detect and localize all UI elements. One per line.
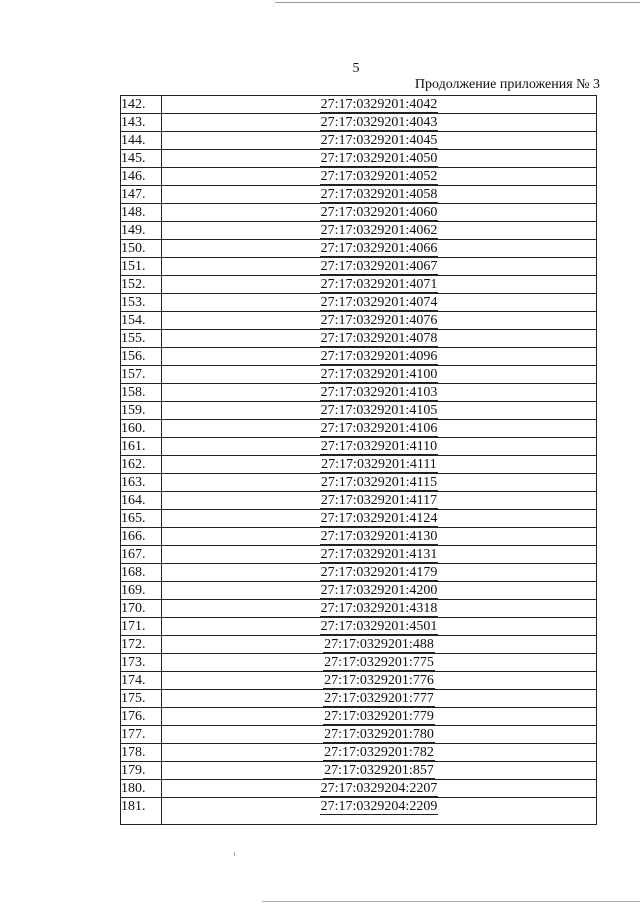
cadastral-number: 27:17:0329201:488 — [324, 637, 434, 652]
cadastral-number-cell — [162, 528, 597, 546]
table-row — [121, 564, 597, 582]
table-row — [121, 798, 597, 825]
cadastral-number-cell — [162, 798, 597, 825]
cadastral-number-cell — [162, 744, 597, 762]
row-number: 170. — [121, 600, 162, 618]
table-row — [121, 582, 597, 600]
cadastral-number-cell — [162, 600, 597, 618]
table-row — [121, 654, 597, 672]
cadastral-number: 27:17:0329201:4096 — [320, 349, 438, 364]
cadastral-number-cell — [162, 492, 597, 510]
row-number: 144. — [121, 132, 162, 150]
cadastral-number: 27:17:0329201:4103 — [320, 385, 438, 400]
cadastral-number: 27:17:0329201:4106 — [320, 421, 438, 436]
row-number: 160. — [121, 420, 162, 438]
cadastral-number-cell — [162, 204, 597, 222]
cadastral-number: 27:17:0329201:4042 — [320, 97, 438, 112]
top-scan-line — [275, 2, 640, 3]
cadastral-number-cell — [162, 690, 597, 708]
cadastral-number-cell — [162, 114, 597, 132]
cadastral-number-cell — [162, 672, 597, 690]
row-number: 143. — [121, 114, 162, 132]
table-row — [121, 456, 597, 474]
row-number: 150. — [121, 240, 162, 258]
row-number: 180. — [121, 780, 162, 798]
table-row — [121, 510, 597, 528]
table-row — [121, 672, 597, 690]
cadastral-number-cell — [162, 258, 597, 276]
cadastral-number: 27:17:0329201:4045 — [320, 133, 438, 148]
table-row — [121, 240, 597, 258]
cadastral-number: 27:17:0329204:2207 — [320, 781, 438, 796]
bottom-scan-line — [262, 901, 640, 902]
table-row — [121, 258, 597, 276]
row-number: 167. — [121, 546, 162, 564]
row-number: 181. — [121, 798, 162, 825]
row-number: 154. — [121, 312, 162, 330]
cadastral-table — [120, 95, 597, 825]
row-number: 151. — [121, 258, 162, 276]
table-row — [121, 204, 597, 222]
row-number: 173. — [121, 654, 162, 672]
table-row — [121, 276, 597, 294]
row-number: 165. — [121, 510, 162, 528]
cadastral-number-cell — [162, 240, 597, 258]
table-row — [121, 348, 597, 366]
cadastral-number-cell — [162, 438, 597, 456]
cadastral-number: 27:17:0329201:4179 — [320, 565, 438, 580]
row-number: 174. — [121, 672, 162, 690]
cadastral-number-cell — [162, 168, 597, 186]
table-row — [121, 150, 597, 168]
row-number: 163. — [121, 474, 162, 492]
table-row — [121, 96, 597, 114]
table-row — [121, 132, 597, 150]
cadastral-number-cell — [162, 384, 597, 402]
cadastral-number-cell — [162, 726, 597, 744]
table-row — [121, 186, 597, 204]
cadastral-number: 27:17:0329201:776 — [324, 673, 434, 688]
cadastral-number-cell — [162, 150, 597, 168]
row-number: 153. — [121, 294, 162, 312]
table-row — [121, 546, 597, 564]
table-row — [121, 528, 597, 546]
cadastral-number-cell — [162, 366, 597, 384]
cadastral-number: 27:17:0329201:4124 — [320, 511, 438, 526]
page-number: 5 — [352, 61, 360, 76]
cadastral-number: 27:17:0329201:4130 — [320, 529, 438, 544]
cadastral-number: 27:17:0329201:4110 — [320, 439, 438, 454]
cadastral-number-cell — [162, 780, 597, 798]
cadastral-number-cell — [162, 564, 597, 582]
row-number: 161. — [121, 438, 162, 456]
cadastral-number-cell — [162, 186, 597, 204]
table-row — [121, 438, 597, 456]
row-number: 156. — [121, 348, 162, 366]
row-number: 162. — [121, 456, 162, 474]
cadastral-number: 27:17:0329201:775 — [324, 655, 434, 670]
table-row — [121, 168, 597, 186]
row-number: 157. — [121, 366, 162, 384]
appendix-caption: Продолжение приложения № 3 — [414, 77, 600, 92]
cadastral-number: 27:17:0329201:4058 — [320, 187, 438, 202]
cadastral-number-cell — [162, 636, 597, 654]
row-number: 158. — [121, 384, 162, 402]
row-number: 166. — [121, 528, 162, 546]
cadastral-number-cell — [162, 330, 597, 348]
cadastral-number-cell — [162, 510, 597, 528]
cadastral-number-cell — [162, 132, 597, 150]
row-number: 177. — [121, 726, 162, 744]
table-row — [121, 708, 597, 726]
cadastral-number: 27:17:0329201:857 — [324, 763, 434, 778]
cadastral-number-cell — [162, 546, 597, 564]
row-number: 149. — [121, 222, 162, 240]
table-row — [121, 744, 597, 762]
cadastral-number: 27:17:0329201:4067 — [320, 259, 438, 274]
cadastral-number-cell — [162, 294, 597, 312]
table-row — [121, 294, 597, 312]
cadastral-number: 27:17:0329201:4105 — [320, 403, 438, 418]
cadastral-number: 27:17:0329201:4501 — [320, 619, 438, 634]
cadastral-number: 27:17:0329201:782 — [324, 745, 434, 760]
row-number: 169. — [121, 582, 162, 600]
cadastral-number: 27:17:0329201:4131 — [320, 547, 438, 562]
scan-mark — [234, 852, 235, 856]
cadastral-number-cell — [162, 618, 597, 636]
table-row — [121, 312, 597, 330]
row-number: 152. — [121, 276, 162, 294]
cadastral-number: 27:17:0329201:779 — [324, 709, 434, 724]
row-number: 159. — [121, 402, 162, 420]
row-number: 175. — [121, 690, 162, 708]
cadastral-number: 27:17:0329201:4074 — [320, 295, 438, 310]
table-row — [121, 114, 597, 132]
table-row — [121, 726, 597, 744]
table-row — [121, 618, 597, 636]
table-row — [121, 762, 597, 780]
table-row — [121, 780, 597, 798]
row-number: 142. — [121, 96, 162, 114]
cadastral-number-cell — [162, 420, 597, 438]
cadastral-number: 27:17:0329201:4200 — [320, 583, 438, 598]
table-row — [121, 690, 597, 708]
cadastral-number-cell — [162, 762, 597, 780]
cadastral-number: 27:17:0329201:4052 — [320, 169, 438, 184]
cadastral-number: 27:17:0329204:2209 — [320, 799, 438, 814]
cadastral-number-cell — [162, 402, 597, 420]
table-row — [121, 222, 597, 240]
cadastral-number-cell — [162, 312, 597, 330]
cadastral-number-cell — [162, 348, 597, 366]
row-number: 176. — [121, 708, 162, 726]
row-number: 147. — [121, 186, 162, 204]
row-number: 171. — [121, 618, 162, 636]
row-number: 148. — [121, 204, 162, 222]
row-number: 172. — [121, 636, 162, 654]
row-number: 168. — [121, 564, 162, 582]
cadastral-number-cell — [162, 276, 597, 294]
cadastral-number: 27:17:0329201:780 — [324, 727, 434, 742]
table-row — [121, 474, 597, 492]
cadastral-number-cell — [162, 222, 597, 240]
table-row — [121, 330, 597, 348]
cadastral-number: 27:17:0329201:4071 — [320, 277, 438, 292]
table-row — [121, 366, 597, 384]
row-number: 145. — [121, 150, 162, 168]
cadastral-number: 27:17:0329201:4117 — [320, 493, 438, 508]
cadastral-number: 27:17:0329201:4115 — [320, 475, 438, 490]
cadastral-number-cell — [162, 708, 597, 726]
cadastral-number: 27:17:0329201:4111 — [321, 457, 437, 472]
cadastral-number: 27:17:0329201:4050 — [320, 151, 438, 166]
cadastral-number: 27:17:0329201:4062 — [320, 223, 438, 238]
cadastral-number: 27:17:0329201:4060 — [320, 205, 438, 220]
table-row — [121, 420, 597, 438]
cadastral-number: 27:17:0329201:4100 — [320, 367, 438, 382]
cadastral-number-cell — [162, 582, 597, 600]
table-row — [121, 384, 597, 402]
cadastral-number-cell — [162, 456, 597, 474]
row-number: 155. — [121, 330, 162, 348]
row-number: 146. — [121, 168, 162, 186]
table-row — [121, 600, 597, 618]
cadastral-number-cell — [162, 474, 597, 492]
cadastral-number: 27:17:0329201:4318 — [320, 601, 438, 616]
cadastral-number-cell — [162, 96, 597, 114]
cadastral-number: 27:17:0329201:4043 — [320, 115, 438, 130]
table-row — [121, 636, 597, 654]
cadastral-number: 27:17:0329201:777 — [324, 691, 434, 706]
row-number: 179. — [121, 762, 162, 780]
cadastral-number: 27:17:0329201:4066 — [320, 241, 438, 256]
cadastral-number-cell — [162, 654, 597, 672]
table-row — [121, 492, 597, 510]
table-row — [121, 402, 597, 420]
cadastral-number: 27:17:0329201:4076 — [320, 313, 438, 328]
cadastral-number: 27:17:0329201:4078 — [320, 331, 438, 346]
row-number: 164. — [121, 492, 162, 510]
row-number: 178. — [121, 744, 162, 762]
